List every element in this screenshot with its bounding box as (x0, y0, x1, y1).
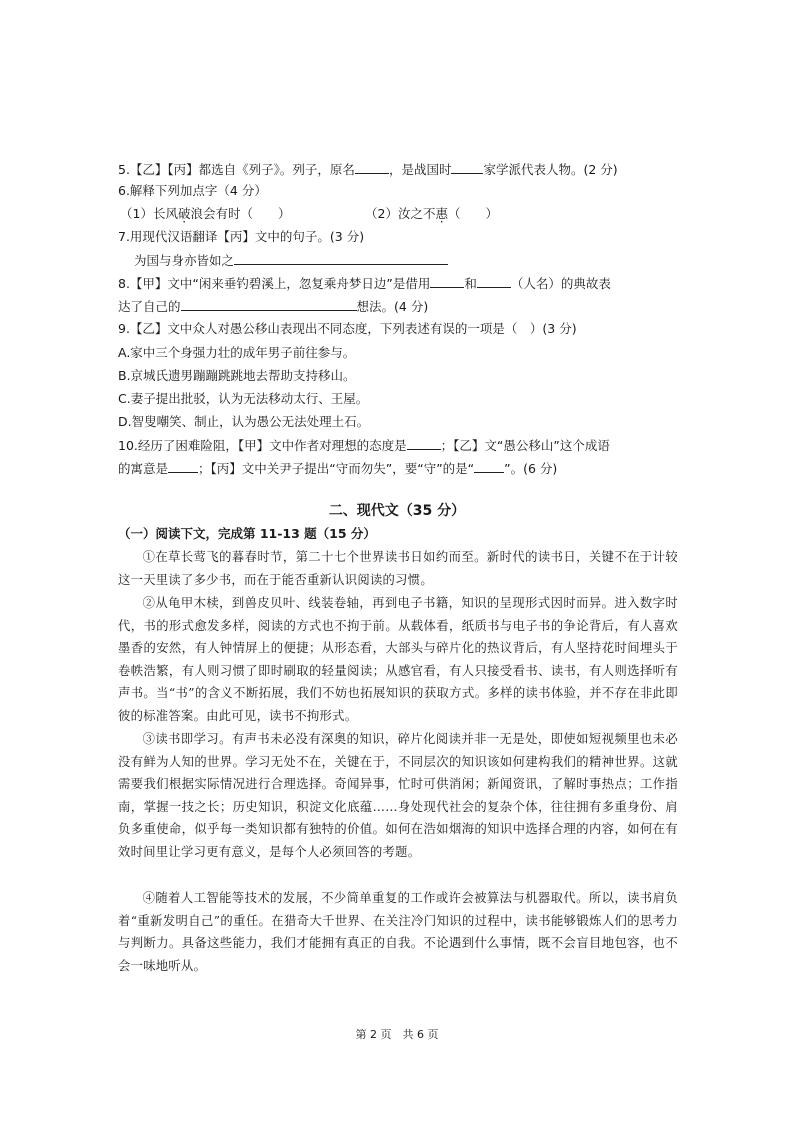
passage-paragraph-4: ④随着人工智能等技术的发展，不少简单重复的工作或许会被算法与机器取代。所以，读书肩负着“重新发明自己”的重任。在猎奇大千世界、在关注冷门知识的过程中，读书能够锻炼人们的思考力与判断力。具备这些能力，我们才能拥有真正的自我。不论遇到什么事情，既不会盲目地包容，也不会一味地听从。 (118, 891, 678, 973)
question-6-item-2: （2）汝之不惠（ ） (365, 206, 498, 221)
section-title: 二、现代文（35 分） (328, 503, 466, 519)
page-number-footer: 第 2 页 共 6 页 (355, 1028, 439, 1041)
q10-blank-2 (168, 459, 198, 473)
q6-dotted-char-1: 破 (177, 206, 191, 221)
q8-blank-3 (181, 297, 357, 311)
section-subtitle: （一）阅读下文，完成第 11-13 题（15 分） (118, 526, 376, 541)
q7-answer-line (234, 251, 448, 265)
q5-text-c: 家学派代表人物。(2 分) (483, 162, 618, 177)
passage-paragraph-1: ①在草长莺飞的暮春时节，第二十七个世界读书日如约而至。新时代的读书日，关键不在于计较这一天里读了多少书，而在于能否重新认识阅读的习惯。 (118, 550, 678, 587)
question-9-option-d: D.智叟嘲笑、制止，认为愚公无法处理土石。 (118, 414, 370, 429)
question-10-line-2: 的寓意是 ；【丙】文中关尹子提出“守而勿失”，要“守”的是“ ”。(6 分) (118, 461, 558, 476)
passage-paragraph-2: ②从龟甲木椟，到兽皮贝叶、线装卷轴，再到电子书籍，知识的呈现形式因时而异。进入数字时代，书的形式愈发多样，阅读的方式也不拘于前。从载体看，纸质书与电子书的争论背后，有人喜欢墨香的安然，有人钟情屏上的便捷；从形态看，大部头与碎片化的热议背后，有人坚持花时间埋头于卷帙浩繁，有人则习惯了即时刷取的轻量阅读；从感官看，有人只接受看书、读书，有人则选择听有声书。当“书”的含义不断拓展，我们不妨也拓展知识的获取方式。多样的读书体验，并不存在非此即彼的标准答案。由此可见，读书不拘形式。 (118, 596, 678, 723)
q5-text-b: ，是战国时 (388, 162, 452, 177)
question-9-option-a: A.家中三个身强力壮的成年男子前往参与。 (118, 345, 356, 360)
q5-text-a: 5.【乙】【丙】都选自《列子》。列子，原名 (118, 162, 355, 177)
q10-blank-3 (474, 459, 504, 473)
question-10-line-1: 10.经历了困难险阻，【甲】文中作者对理想的态度是 ；【乙】文“愚公移山”这个成语 (118, 438, 610, 453)
q6-dotted-char-2: 惠 (435, 206, 448, 221)
q5-blank-1 (355, 160, 389, 174)
q10-blank-1 (407, 436, 441, 450)
question-9-option-c: C.妻子提出批驳，认为无法移动太行、王屋。 (118, 391, 369, 406)
question-9-title: 9.【乙】文中众人对愚公移山表现出不同态度，下列表述有误的一项是（ ）(3 分) (118, 321, 577, 336)
question-9-option-b: B.京城氏遗男蹦蹦跳跳地去帮助支持移山。 (118, 368, 356, 383)
question-8-line-1: 8.【甲】文中“闲来垂钓碧溪上，忽复乘舟梦日边”是借用 和 （人名）的典故表 (118, 276, 611, 291)
question-8-line-2: 达了自己的 想法。(4 分) (118, 299, 429, 314)
q5-blank-2 (451, 160, 483, 174)
question-6-item-1: （1）长风破浪会有时（ ） (120, 206, 291, 221)
q8-blank-2 (477, 274, 511, 288)
question-7-title: 7.用现代汉语翻译【丙】文中的句子。(3 分) (118, 229, 365, 244)
question-6-title: 6.解释下列加点字（4 分） (118, 183, 267, 198)
question-5 (118, 160, 618, 179)
q8-blank-1 (430, 274, 464, 288)
passage-paragraph-3: ③读书即学习。有声书未必没有深奥的知识，碎片化阅读并非一无是处，即使如短视频里也未必没有鲜为人知的世界。学习无处不在，关键在于，不同层次的知识该如何建构我们的精神世界。这就需要我们根据实际情况进行合理选择。奇闻异事，忙时可供消闲；新闻资讯，了解时事热点；工作指南，掌握一技之长；历史知识，积淀文化底蕴……身处现代社会的复杂个体，往往拥有多重身份、肩负多重使命，似乎每一类知识都有独特的价值。如何在浩如烟海的知识中选择合理的内容，如何在有效时间里让学习更有意义，是每个人必须回答的考题。 (118, 732, 678, 859)
question-7-sentence: 为国与身亦皆如之 (134, 251, 448, 270)
